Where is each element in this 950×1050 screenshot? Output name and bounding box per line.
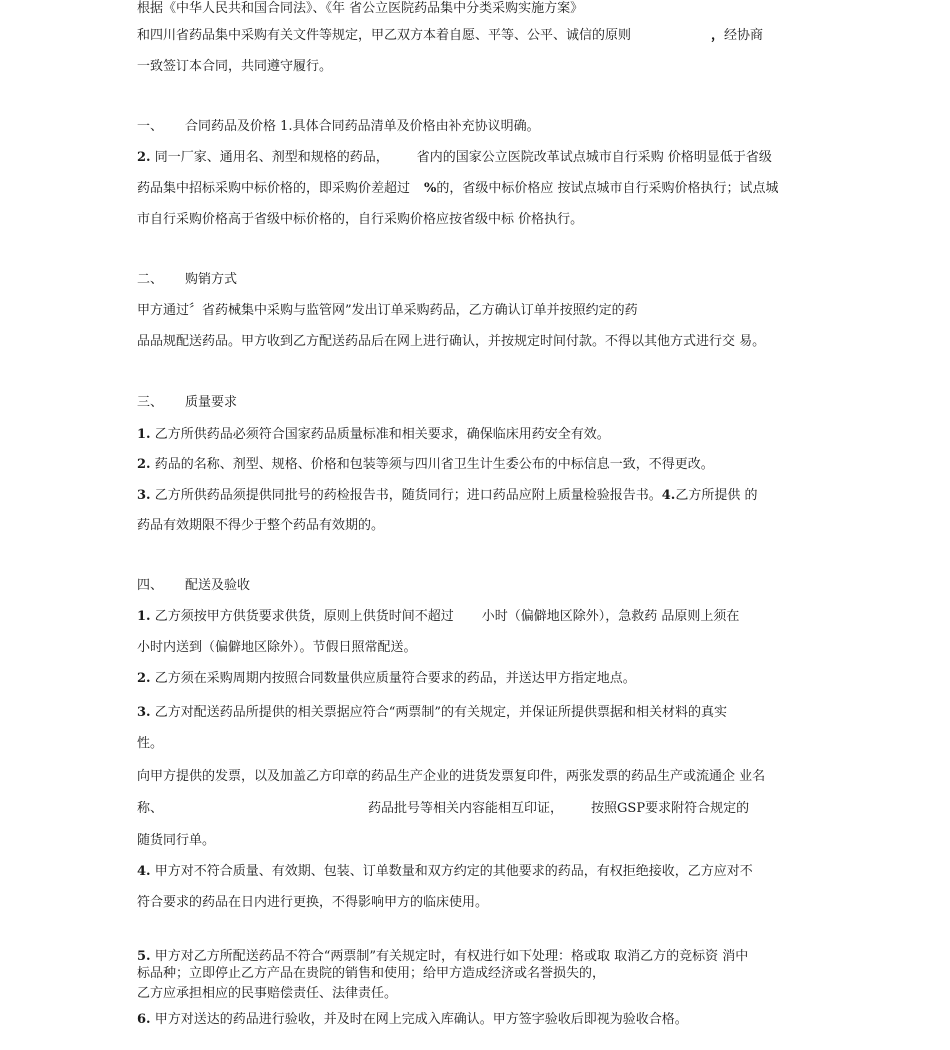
section-3-item-2-text: 药品的名称、剂型、规格、价格和包装等须与四川省卫生计生委公布的中标信息一致，不得更改。 xyxy=(154,457,714,472)
section-3-heading xyxy=(137,395,237,411)
section-4-item-5-line-3: 乙方应承担相应的民事赔偿责任、法律责任。 xyxy=(137,986,398,1001)
section-4-item-1-line-2: 小时内送到（偏僻地区除外）。节假日照常配送。 xyxy=(137,640,417,655)
section-4-item-3-text-d2: 药品批号等相关内容能相互印证， xyxy=(368,801,564,816)
section-4-item-1-number: 1. xyxy=(137,609,151,624)
section-4-item-5-line-2: 标品种；立即停止乙方产品在贵院的销售和使用；给甲方造成经济或名誉损失的， xyxy=(137,966,606,981)
section-4-item-2-number: 2. xyxy=(137,671,151,686)
section-4-item-4-line-1 xyxy=(137,864,753,880)
section-1-item-2-line-3: 市自行采购价格高于省级中标价格的，自行采购价格应按省级中标 价格执行。 xyxy=(137,212,584,227)
section-4-item-1-text-a: 乙方须按甲方供货要求供货，原则上供货时间不超过 xyxy=(154,609,454,624)
section-1-item-1-text: 具体合同药品清单及价格由补充协议明确。 xyxy=(292,119,540,134)
section-1-item-2-text-b: 省内的国家公立医院改革试点城市自行采购 价格明显低于省级 xyxy=(416,150,772,165)
intro-line-1: 根据《中华人民共和国合同法》、《年 省公立医院药品集中分类采购实施方案》 xyxy=(137,1,584,16)
section-3-item-3 xyxy=(137,488,757,504)
section-4-item-4-number: 4. xyxy=(137,864,151,879)
section-4-item-3-line-3: 向甲方提供的发票，以及加盖乙方印章的药品生产企业的进货发票复印件，两张发票的药品生产或流通企 业名 xyxy=(137,769,766,784)
section-4-item-2-text: 乙方须在采购周期内按照合同数量供应质量符合要求的药品，并送达甲方指定地点。 xyxy=(154,671,636,686)
section-2-line-1: 甲方通过〞省药械集中采购与监管网”发出订单采购药品，乙方确认订单并按照约定的药 xyxy=(137,303,638,318)
section-3-item-4-text-a: 乙方所提供 的 xyxy=(675,488,758,503)
section-2-heading xyxy=(137,272,237,288)
section-3-item-2-number: 2. xyxy=(137,457,151,472)
section-2-index: 二、 xyxy=(137,272,164,287)
section-4-item-3-number: 3. xyxy=(137,705,151,720)
section-1-item-2-line-1 xyxy=(137,150,772,166)
section-4-index: 四、 xyxy=(137,578,164,593)
section-4-item-6-number: 6. xyxy=(137,1012,151,1027)
section-4-item-3-line-5: 随货同行单。 xyxy=(137,833,216,848)
section-3-item-1 xyxy=(137,427,610,443)
section-4-item-3-text-d3: 按照GSP要求附符合规定的 xyxy=(591,801,750,816)
section-1-item-1-number: 1. xyxy=(280,119,293,134)
section-1-index: 一、 xyxy=(137,119,164,134)
intro-line-2-text: 和四川省药品集中采购有关文件等规定，甲乙双方本着自愿、平等、公平、诚信的原则 xyxy=(137,28,632,43)
intro-comma: ， xyxy=(711,28,725,43)
intro-line-2 xyxy=(137,28,763,44)
section-1-item-2-text-a: 同一厂家、通用名、剂型和规格的药品， xyxy=(154,150,389,165)
section-4-item-1-line-1 xyxy=(137,609,739,625)
section-4-item-5-line-1 xyxy=(137,949,748,965)
section-1-item-2-number: 2. xyxy=(137,150,151,165)
section-2-title: 购销方式 xyxy=(185,272,238,287)
section-4-item-3-text-d1: 称、 xyxy=(137,801,164,816)
intro-negotiate: 经协商 xyxy=(724,28,764,43)
section-1-heading xyxy=(137,119,540,135)
section-4-item-3-line-1 xyxy=(137,705,727,721)
section-3-item-1-number: 1. xyxy=(137,427,151,442)
section-3-index: 三、 xyxy=(137,395,164,410)
section-1-item-2-text-d: 的，省级中标价格应 按试点城市自行采购价格执行；试点城 xyxy=(436,181,779,196)
section-4-item-1-text-b: 小时（偏僻地区除外），急救药 品原则上须在 xyxy=(481,609,740,624)
section-4-title: 配送及验收 xyxy=(185,578,251,593)
section-4-item-5-text-a: 甲方对乙方所配送药品不符合“两票制”有关规定时，有权进行如下处理：格或取 取消乙方的竞标资 消中 xyxy=(154,949,749,964)
section-3-item-1-text: 乙方所供药品必须符合国家药品质量标准和相关要求，确保临床用药安全有效。 xyxy=(154,427,610,442)
section-4-heading xyxy=(137,578,250,594)
section-4-item-3-text-a: 乙方对配送药品所提供的相关票据应符合“两票制”的有关规定，并保证所提供票据和相关材料的真实 xyxy=(154,705,728,720)
section-4-item-6 xyxy=(137,1012,688,1028)
section-4-item-3-line-2: 性。 xyxy=(137,736,164,751)
section-3-title: 质量要求 xyxy=(185,395,238,410)
section-4-item-4-text-a: 甲方对不符合质量、有效期、包装、订单数量和双方约定的其他要求的药品，有权拒绝接收，乙方应对不 xyxy=(154,864,753,879)
section-4-item-6-text: 甲方对送达的药品进行验收，并及时在网上完成入库确认。甲方签字验收后即视为验收合格。 xyxy=(154,1012,688,1027)
section-1-item-2-line-2 xyxy=(137,181,779,197)
section-3-item-2 xyxy=(137,457,714,473)
intro-line-3: 一致签订本合同，共同遵守履行。 xyxy=(137,59,333,74)
section-3-item-3-text: 乙方所供药品须提供同批号的药检报告书，随货同行；进口药品应附上质量检验报告书。 xyxy=(154,488,662,503)
section-4-item-2 xyxy=(137,671,636,687)
section-4-item-5-number: 5. xyxy=(137,949,151,964)
section-4-item-3-line-4 xyxy=(137,801,749,817)
section-4-item-4-line-2: 符合要求的药品在日内进行更换，不得影响甲方的临床使用。 xyxy=(137,895,489,910)
section-3-item-4-number: 4. xyxy=(661,488,676,503)
section-3-item-4-line-2: 药品有效期限不得少于整个药品有效期的。 xyxy=(137,518,385,533)
section-1-title: 合同药品及价格 xyxy=(185,119,277,134)
section-2-line-2: 品品规配送药品。甲方收到乙方配送药品后在网上进行确认，并按规定时间付款。不得以其他方式进行交 易。 xyxy=(137,334,766,349)
section-1-item-2-text-c: 药品集中招标采购中标价格的，即采购价差超过 xyxy=(137,181,411,196)
section-3-item-3-number: 3. xyxy=(137,488,151,503)
section-1-item-2-percent: % xyxy=(424,181,437,196)
